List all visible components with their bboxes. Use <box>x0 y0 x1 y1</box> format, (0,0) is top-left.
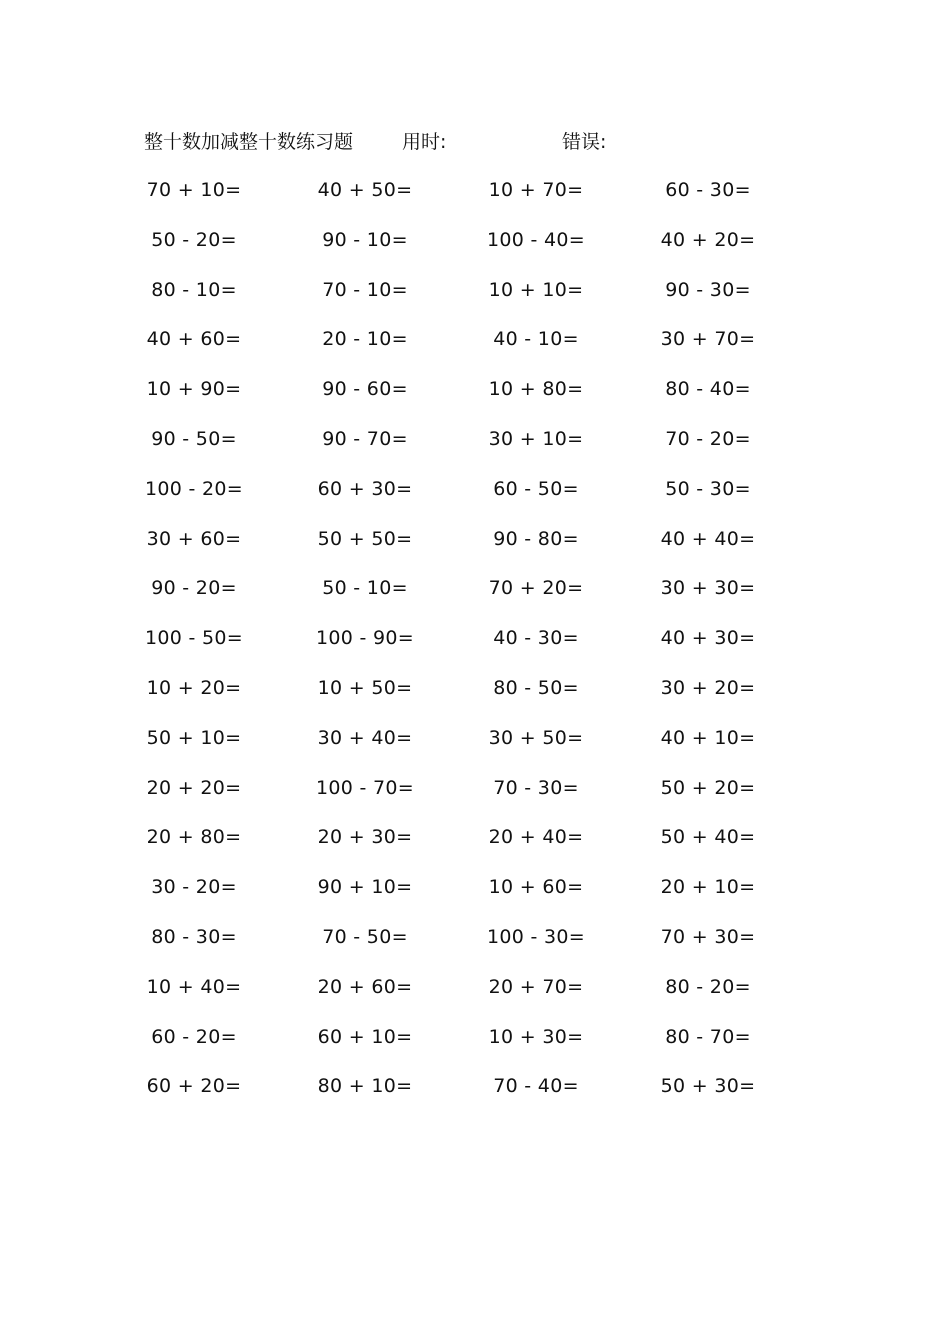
problem-row <box>0 818 950 868</box>
arithmetic-problem: 20 + 40= <box>488 826 584 849</box>
arithmetic-problem: 70 - 20= <box>665 427 751 450</box>
arithmetic-problem: 90 - 20= <box>151 577 237 600</box>
problem-row <box>0 1018 950 1068</box>
arithmetic-problem: 70 - 30= <box>493 776 579 799</box>
arithmetic-problem: 50 - 20= <box>151 228 237 251</box>
arithmetic-problem: 80 - 20= <box>665 975 751 998</box>
arithmetic-problem: 10 + 60= <box>488 876 584 899</box>
problem-row <box>0 171 950 221</box>
arithmetic-problem: 20 + 20= <box>146 776 242 799</box>
arithmetic-problem: 100 - 40= <box>487 228 585 251</box>
problem-row <box>0 968 950 1018</box>
worksheet-header <box>144 128 784 156</box>
arithmetic-problem: 90 - 30= <box>665 278 751 301</box>
arithmetic-problem: 30 + 20= <box>660 676 756 699</box>
arithmetic-problem: 30 + 40= <box>317 726 413 749</box>
problem-row <box>0 520 950 570</box>
arithmetic-problem: 30 - 20= <box>151 876 237 899</box>
arithmetic-problem: 20 - 10= <box>322 328 408 351</box>
arithmetic-problem: 80 - 30= <box>151 925 237 948</box>
arithmetic-problem: 10 + 40= <box>146 975 242 998</box>
problem-row <box>0 868 950 918</box>
arithmetic-problem: 10 + 10= <box>488 278 584 301</box>
arithmetic-problem: 40 + 40= <box>660 527 756 550</box>
arithmetic-problem: 10 + 80= <box>488 378 584 401</box>
arithmetic-problem: 40 + 60= <box>146 328 242 351</box>
arithmetic-problem: 60 + 30= <box>317 477 413 500</box>
problem-row <box>0 271 950 321</box>
arithmetic-problem: 100 - 20= <box>145 477 243 500</box>
arithmetic-problem: 80 + 10= <box>317 1075 413 1098</box>
arithmetic-problem: 40 - 30= <box>493 627 579 650</box>
arithmetic-problem: 60 - 30= <box>665 179 751 201</box>
arithmetic-problem: 20 + 30= <box>317 826 413 849</box>
errors-label: 错误: <box>562 131 607 153</box>
arithmetic-problem: 80 - 50= <box>493 676 579 699</box>
problem-grid <box>0 171 950 1117</box>
arithmetic-problem: 50 + 40= <box>660 826 756 849</box>
arithmetic-problem: 90 - 50= <box>151 427 237 450</box>
arithmetic-problem: 90 - 70= <box>322 427 408 450</box>
arithmetic-problem: 10 + 30= <box>488 1025 584 1048</box>
arithmetic-problem: 90 - 10= <box>322 228 408 251</box>
arithmetic-problem: 20 + 10= <box>660 876 756 899</box>
arithmetic-problem: 10 + 50= <box>317 676 413 699</box>
arithmetic-problem: 60 + 20= <box>146 1075 242 1098</box>
arithmetic-problem: 10 + 70= <box>488 179 584 201</box>
arithmetic-problem: 70 + 10= <box>146 179 242 201</box>
arithmetic-problem: 20 + 80= <box>146 826 242 849</box>
arithmetic-problem: 100 - 50= <box>145 627 243 650</box>
arithmetic-problem: 20 + 70= <box>488 975 584 998</box>
arithmetic-problem: 60 - 50= <box>493 477 579 500</box>
arithmetic-problem: 100 - 70= <box>316 776 414 799</box>
problem-row <box>0 918 950 968</box>
arithmetic-problem: 80 - 70= <box>665 1025 751 1048</box>
arithmetic-problem: 10 + 90= <box>146 378 242 401</box>
arithmetic-problem: 90 - 60= <box>322 378 408 401</box>
arithmetic-problem: 60 - 20= <box>151 1025 237 1048</box>
problem-row <box>0 470 950 520</box>
arithmetic-problem: 10 + 20= <box>146 676 242 699</box>
problem-row <box>0 370 950 420</box>
arithmetic-problem: 70 - 50= <box>322 925 408 948</box>
arithmetic-problem: 50 + 20= <box>660 776 756 799</box>
arithmetic-problem: 30 + 70= <box>660 328 756 351</box>
arithmetic-problem: 50 - 30= <box>665 477 751 500</box>
arithmetic-problem: 30 + 30= <box>660 577 756 600</box>
arithmetic-problem: 40 + 20= <box>660 228 756 251</box>
arithmetic-problem: 60 + 10= <box>317 1025 413 1048</box>
arithmetic-problem: 40 + 50= <box>317 179 413 201</box>
arithmetic-problem: 40 - 10= <box>493 328 579 351</box>
arithmetic-problem: 50 + 50= <box>317 527 413 550</box>
arithmetic-problem: 90 + 10= <box>317 876 413 899</box>
arithmetic-problem: 30 + 50= <box>488 726 584 749</box>
arithmetic-problem: 70 - 10= <box>322 278 408 301</box>
problem-row <box>0 619 950 669</box>
arithmetic-problem: 90 - 80= <box>493 527 579 550</box>
arithmetic-problem: 100 - 30= <box>487 925 585 948</box>
problem-row <box>0 320 950 370</box>
problem-row <box>0 569 950 619</box>
problem-row <box>0 719 950 769</box>
problem-row <box>0 221 950 271</box>
arithmetic-problem: 30 + 10= <box>488 427 584 450</box>
worksheet-title: 整十数加减整十数练习题 <box>144 131 354 153</box>
arithmetic-problem: 50 + 30= <box>660 1075 756 1098</box>
arithmetic-problem: 70 - 40= <box>493 1075 579 1098</box>
arithmetic-problem: 40 + 10= <box>660 726 756 749</box>
problem-row <box>0 1067 950 1117</box>
arithmetic-problem: 70 + 20= <box>488 577 584 600</box>
arithmetic-problem: 80 - 10= <box>151 278 237 301</box>
problem-row <box>0 769 950 819</box>
arithmetic-problem: 70 + 30= <box>660 925 756 948</box>
problem-row <box>0 669 950 719</box>
arithmetic-problem: 50 + 10= <box>146 726 242 749</box>
arithmetic-problem: 20 + 60= <box>317 975 413 998</box>
arithmetic-problem: 50 - 10= <box>322 577 408 600</box>
time-used-label: 用时: <box>402 131 447 153</box>
arithmetic-problem: 100 - 90= <box>316 627 414 650</box>
arithmetic-problem: 40 + 30= <box>660 627 756 650</box>
arithmetic-problem: 30 + 60= <box>146 527 242 550</box>
problem-row <box>0 420 950 470</box>
arithmetic-problem: 80 - 40= <box>665 378 751 401</box>
